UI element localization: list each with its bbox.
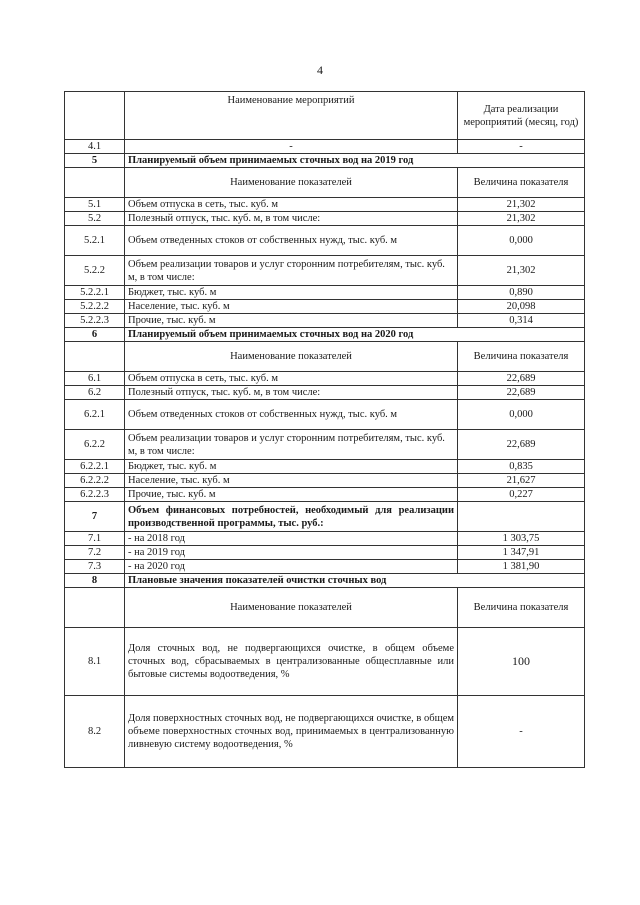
row-name: Объем отведенных стоков от собственных нужд, тыс. куб. м xyxy=(125,226,458,256)
table-row xyxy=(65,560,585,574)
row-value: 0,000 xyxy=(458,400,585,430)
section-title: Плановые значения показателей очистки сточных вод xyxy=(125,574,585,588)
header-activities-name: Наименование мероприятий xyxy=(125,92,458,140)
row-number: 5.2.1 xyxy=(65,226,125,256)
row-value: 21,302 xyxy=(458,256,585,286)
row-value: 0,314 xyxy=(458,314,585,328)
row-number: 5.2.2.3 xyxy=(65,314,125,328)
row-value: 1 303,75 xyxy=(458,532,585,546)
table-row xyxy=(65,212,585,226)
row-number: 5.2.2.1 xyxy=(65,286,125,300)
row-name: Объем реализации товаров и услуг сторонним потребителям, тыс. куб. м, в том числе: xyxy=(125,256,458,286)
table-row xyxy=(65,546,585,560)
subheader-value: Величина показателя xyxy=(458,168,585,198)
table-row xyxy=(65,488,585,502)
row-number: 7.3 xyxy=(65,560,125,574)
header-num-cell xyxy=(65,92,125,140)
header-date: Дата реализации мероприятий (месяц, год) xyxy=(458,92,585,140)
row-number: 7.2 xyxy=(65,546,125,560)
row-number: 5.2.2 xyxy=(65,256,125,286)
row-number: 7.1 xyxy=(65,532,125,546)
row-name: Прочие, тыс. куб. м xyxy=(125,488,458,502)
row-value: - xyxy=(458,696,585,768)
table-row xyxy=(65,286,585,300)
table-row xyxy=(65,532,585,546)
row-name: Объем отпуска в сеть, тыс. куб. м xyxy=(125,198,458,212)
row-name: Полезный отпуск, тыс. куб. м, в том числе: xyxy=(125,386,458,400)
row-name: Доля поверхностных сточных вод, не подвергающихся очистке, в общем объеме поверхностных сточных вод, принимаемых в централизованную ливневую систему водоотведения, % xyxy=(125,696,458,768)
row-number: 6.2 xyxy=(65,386,125,400)
table-row xyxy=(65,198,585,212)
row-value: 21,627 xyxy=(458,474,585,488)
subheader-name: Наименование показателей xyxy=(125,342,458,372)
row-number: 5.2.2.2 xyxy=(65,300,125,314)
table-row xyxy=(65,256,585,286)
section-title: Планируемый объем принимаемых сточных вод на 2020 год xyxy=(125,328,585,342)
table-row xyxy=(65,386,585,400)
row-number: 5.1 xyxy=(65,198,125,212)
table-row xyxy=(65,628,585,696)
table-row xyxy=(65,300,585,314)
row-number: 6.2.1 xyxy=(65,400,125,430)
row-number: 6.2.2.3 xyxy=(65,488,125,502)
table-row xyxy=(65,372,585,386)
row-value: 22,689 xyxy=(458,430,585,460)
section-number: 8 xyxy=(65,574,125,588)
row-name: Полезный отпуск, тыс. куб. м, в том числе: xyxy=(125,212,458,226)
subheader-num-cell xyxy=(65,342,125,372)
section-6-header xyxy=(65,328,585,342)
table-row xyxy=(65,314,585,328)
table-header-row xyxy=(65,92,585,140)
row-number: 4.1 xyxy=(65,140,125,154)
row-value: 1 381,90 xyxy=(458,560,585,574)
row-value: - xyxy=(458,140,585,154)
row-value: 22,689 xyxy=(458,386,585,400)
subheader-value: Величина показателя xyxy=(458,342,585,372)
section-empty-value xyxy=(458,502,585,532)
row-value: 0,227 xyxy=(458,488,585,502)
row-name: Бюджет, тыс. куб. м xyxy=(125,460,458,474)
row-number: 6.2.2.2 xyxy=(65,474,125,488)
row-name: Объем отведенных стоков от собственных нужд, тыс. куб. м xyxy=(125,400,458,430)
table-row xyxy=(65,460,585,474)
section-number: 6 xyxy=(65,328,125,342)
row-value: 21,302 xyxy=(458,198,585,212)
row-name: Бюджет, тыс. куб. м xyxy=(125,286,458,300)
section-5-subheader xyxy=(65,168,585,198)
section-8-header xyxy=(65,574,585,588)
table-row xyxy=(65,430,585,460)
row-number: 6.1 xyxy=(65,372,125,386)
section-7-header xyxy=(65,502,585,532)
section-5-header xyxy=(65,154,585,168)
row-name: Объем отпуска в сеть, тыс. куб. м xyxy=(125,372,458,386)
section-title: Объем финансовых потребностей, необходимый для реализации производственной программы, тыс. руб.: xyxy=(125,502,458,532)
program-table xyxy=(64,91,585,768)
table-row xyxy=(65,696,585,768)
section-number: 7 xyxy=(65,502,125,532)
row-number: 5.2 xyxy=(65,212,125,226)
row-value: 22,689 xyxy=(458,372,585,386)
row-number: 6.2.2.1 xyxy=(65,460,125,474)
row-name: Прочие, тыс. куб. м xyxy=(125,314,458,328)
subheader-num-cell xyxy=(65,588,125,628)
row-number: 8.2 xyxy=(65,696,125,768)
row-name: - на 2019 год xyxy=(125,546,458,560)
row-value: 100 xyxy=(458,628,585,696)
subheader-name: Наименование показателей xyxy=(125,588,458,628)
section-8-subheader xyxy=(65,588,585,628)
row-value: 21,302 xyxy=(458,212,585,226)
row-name: - на 2018 год xyxy=(125,532,458,546)
row-number: 6.2.2 xyxy=(65,430,125,460)
table-row xyxy=(65,400,585,430)
page-number: 4 xyxy=(317,63,323,77)
row-value: 1 347,91 xyxy=(458,546,585,560)
row-name: - на 2020 год xyxy=(125,560,458,574)
section-number: 5 xyxy=(65,154,125,168)
row-name: Население, тыс. куб. м xyxy=(125,300,458,314)
row-name: - xyxy=(125,140,458,154)
row-value: 0,890 xyxy=(458,286,585,300)
subheader-name: Наименование показателей xyxy=(125,168,458,198)
subheader-num-cell xyxy=(65,168,125,198)
table-row xyxy=(65,226,585,256)
row-value: 20,098 xyxy=(458,300,585,314)
section-title: Планируемый объем принимаемых сточных вод на 2019 год xyxy=(125,154,585,168)
row-name: Население, тыс. куб. м xyxy=(125,474,458,488)
row-name: Доля сточных вод, не подвергающихся очистке, в общем объеме сточных вод, сбрасываемых в централизованные общесплавные или бытовые системы водоотведения, % xyxy=(125,628,458,696)
row-name: Объем реализации товаров и услуг сторонним потребителям, тыс. куб. м, в том числе: xyxy=(125,430,458,460)
row-value: 0,835 xyxy=(458,460,585,474)
row-number: 8.1 xyxy=(65,628,125,696)
table-row xyxy=(65,140,585,154)
section-6-subheader xyxy=(65,342,585,372)
table-row xyxy=(65,474,585,488)
subheader-value: Величина показателя xyxy=(458,588,585,628)
row-value: 0,000 xyxy=(458,226,585,256)
